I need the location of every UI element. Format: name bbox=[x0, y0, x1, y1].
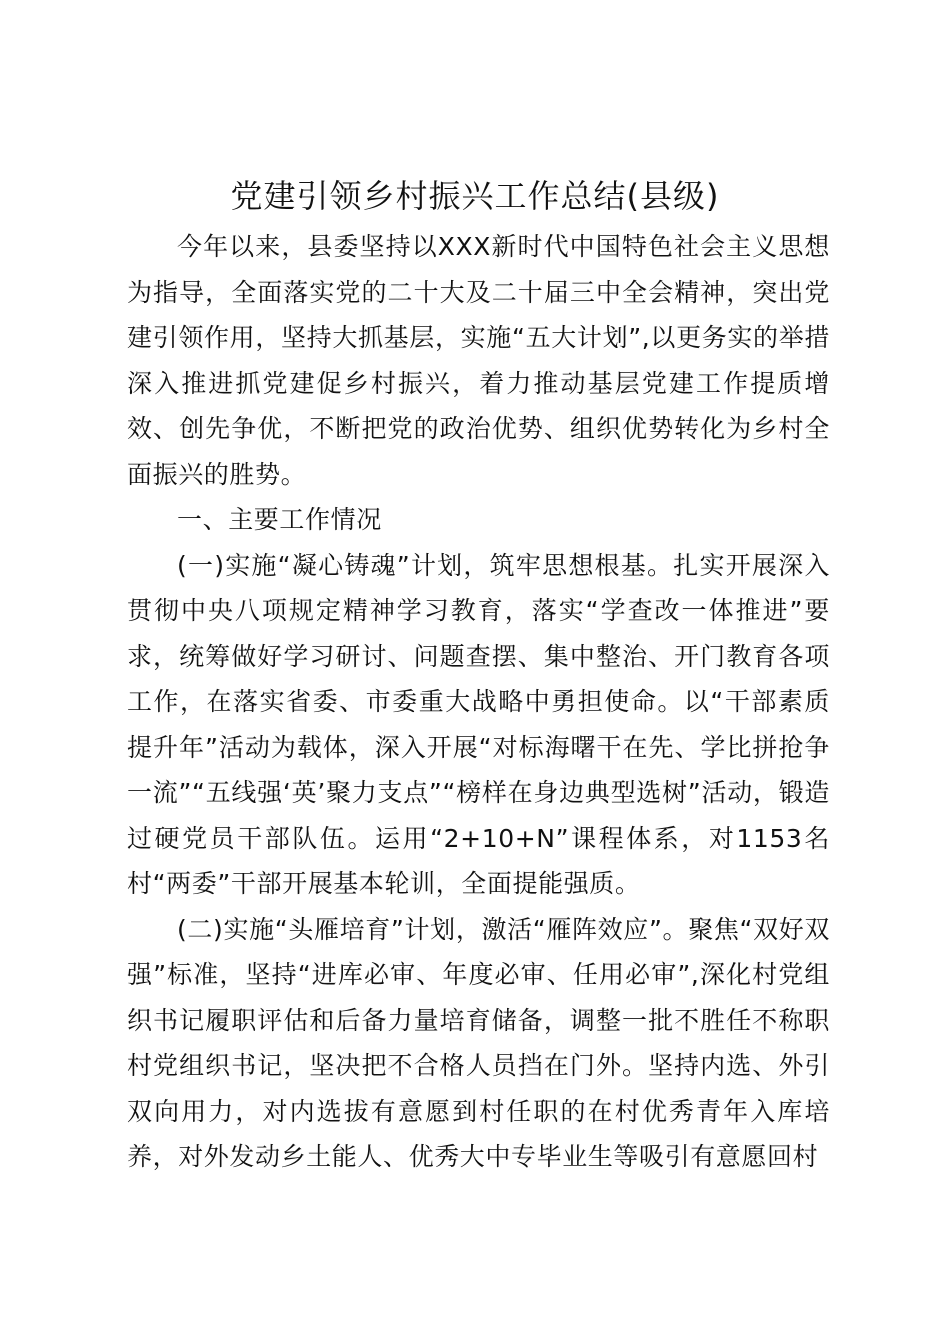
document-title: 党建引领乡村振兴工作总结(县级) bbox=[230, 177, 720, 215]
intro-paragraph: 今年以来，县委坚持以XXX新时代中国特色社会主义思想为指导，全面落实党的二十大及二十届三中全会精神，突出党建引领作用，坚持大抓基层，实施“五大计划”,以更务实的举措深入推进抓党建促乡村振兴，着力推动基层党建工作提质增效、创先争优，不断把党的政治优势、组织优势转化为乡村全面振兴的胜势。 bbox=[127, 232, 830, 489]
document-body bbox=[127, 224, 830, 1180]
section-paragraph-2: (二)实施“头雁培育”计划，激活“雁阵效应”。聚焦“双好双强”标准，坚持“进库必审、年度必审、任用必审”,深化村党组织书记履职评估和后备力量培育储备，调整一批不胜任不称职村党组织书记，坚决把不合格人员挡在门外。坚持内选、外引双向用力，对内选拔有意愿到村任职的在村优秀青年入库培养，对外发动乡土能人、优秀大中专毕业生等吸引有意愿回村 bbox=[127, 914, 830, 1171]
section-paragraph-1: (一)实施“凝心铸魂”计划，筑牢思想根基。扎实开展深入贯彻中央八项规定精神学习教育，落实“学查改一体推进”要求，统筹做好学习研讨、问题查摆、集中整治、开门教育各项工作，在落实省委、市委重大战略中勇担使命。以“干部素质提升年”活动为载体，深入开展“对标海曙干在先、学比拼抢争一流”“五线强‘英’聚力支点”“榜样在身边典型选树”活动，锻造过硬党员干部队伍。运用“2+10+N”课程体系，对1153名村“两委”干部开展基本轮训，全面提能强质。 bbox=[127, 550, 830, 898]
section-heading: 一、主要工作情况 bbox=[177, 505, 382, 534]
